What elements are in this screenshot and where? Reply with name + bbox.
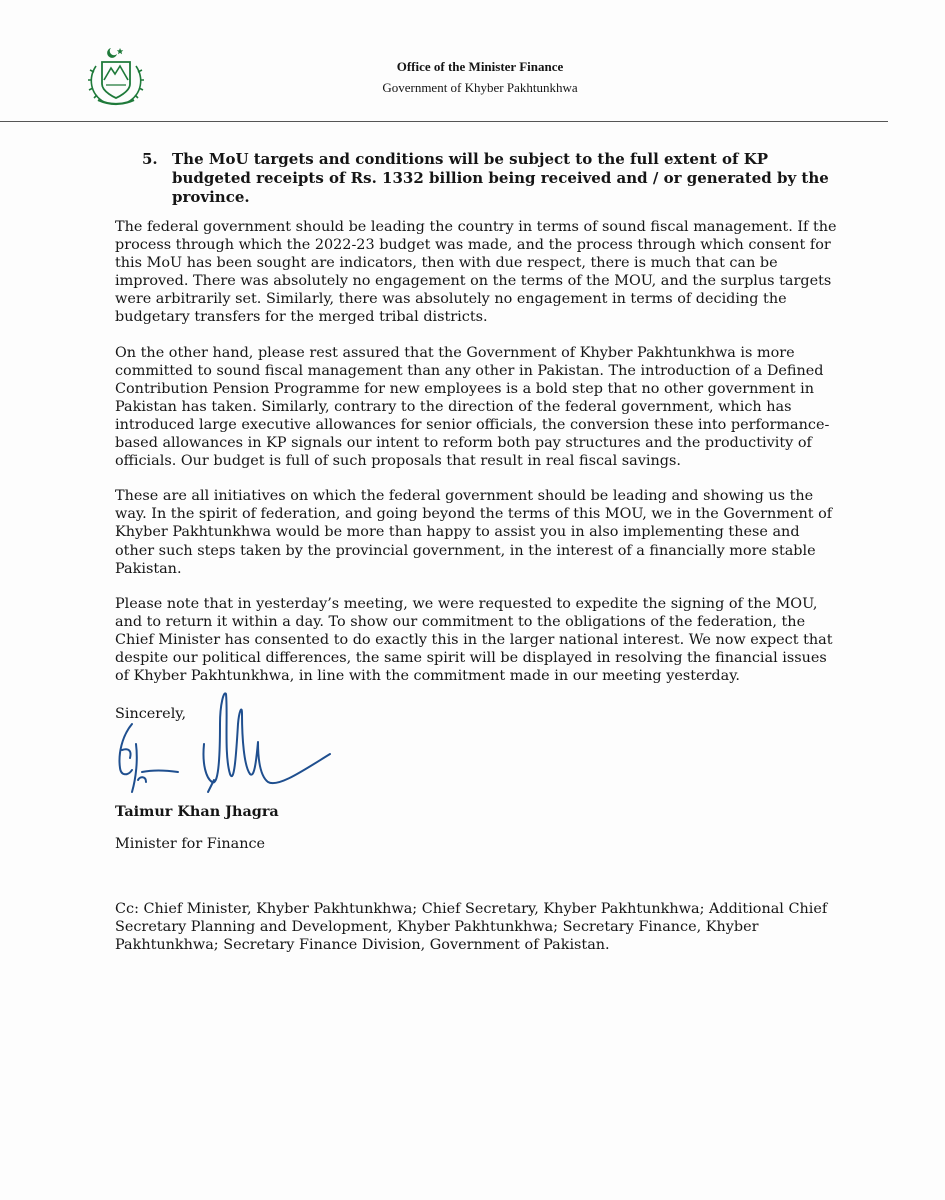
header-divider bbox=[0, 121, 888, 122]
body-paragraph: These are all initiatives on which the federal government should be leading and showing us the way. In the spirit of federation, and going beyond the terms of this MOU, we in the Government of Khyber Pakhtunkhwa would be more than happy to assist you in also implementing these and other such steps taken by the provincial government, in the interest of a financially more stable Pakistan. bbox=[115, 488, 833, 577]
body-paragraph: On the other hand, please rest assured that the Government of Khyber Pakhtunkhwa is more committed to sound fiscal management than any other in Pakistan. The introduction of a Defined Contribution Pension Programme for new employees is a bold step that no other government in Pakistan has taken. Similarly, contrary to the direction of the federal government, which has introduced large executive allowances for senior officials, the conversion these into performance-based allowances in KP signals our intent to reform both pay structures and the productivity of officials. Our budget is full of such proposals that result in real fiscal savings. bbox=[115, 344, 830, 470]
point-text: The MoU targets and conditions will be subject to the full extent of KP budgeted receipts of Rs. 1332 billion being received and / or generated by the province. bbox=[172, 150, 829, 206]
numbered-point bbox=[142, 150, 842, 207]
closing-salutation: Sincerely, bbox=[115, 706, 187, 722]
office-subtitle: Government of Khyber Pakhtunkhwa bbox=[382, 80, 578, 95]
office-title: Office of the Minister Finance bbox=[396, 59, 564, 74]
cc-list: Cc: Chief Minister, Khyber Pakhtunkhwa; Chief Secretary, Khyber Pakhtunkhwa; Additional Chief Secretary Planning and Development, Khyber Pakhtunkhwa; Secretary Finance, Khyber Pakhtunkhwa; Secretary Finance Division, Government of Pakistan. bbox=[115, 901, 828, 953]
handwritten-signature-icon bbox=[108, 684, 338, 802]
letter-body bbox=[115, 218, 840, 702]
body-paragraph: Please note that in yesterday’s meeting, we were requested to expedite the signing of the MOU, and to return it within a day. To show our commitment to the obligations of the federation, the Chief Minister has consented to do exactly this in the larger national interest. We now expect that despite our political differences, the same spirit will be displayed in resolving the financial issues of Khyber Pakhtunkhwa, in line with the commitment made in our meeting yesterday. bbox=[115, 595, 833, 685]
signer-title: Minister for Finance bbox=[115, 836, 266, 852]
signer-name: Taimur Khan Jhagra bbox=[115, 803, 279, 820]
kp-government-emblem-icon bbox=[84, 44, 148, 110]
letterhead bbox=[330, 58, 630, 98]
body-paragraph: The federal government should be leading the country in terms of sound fiscal management. If the process through which the 2022-23 budget was made, and the process through which consent for this MoU has been sought are indicators, then with due respect, there is much that can be improved. There was absolutely no engagement on the terms of the MOU, and the surplus targets were arbitrarily set. Similarly, there was absolutely no engagement in terms of deciding the budgetary transfers for the merged tribal districts. bbox=[115, 219, 837, 326]
point-number: 5. bbox=[142, 150, 158, 168]
